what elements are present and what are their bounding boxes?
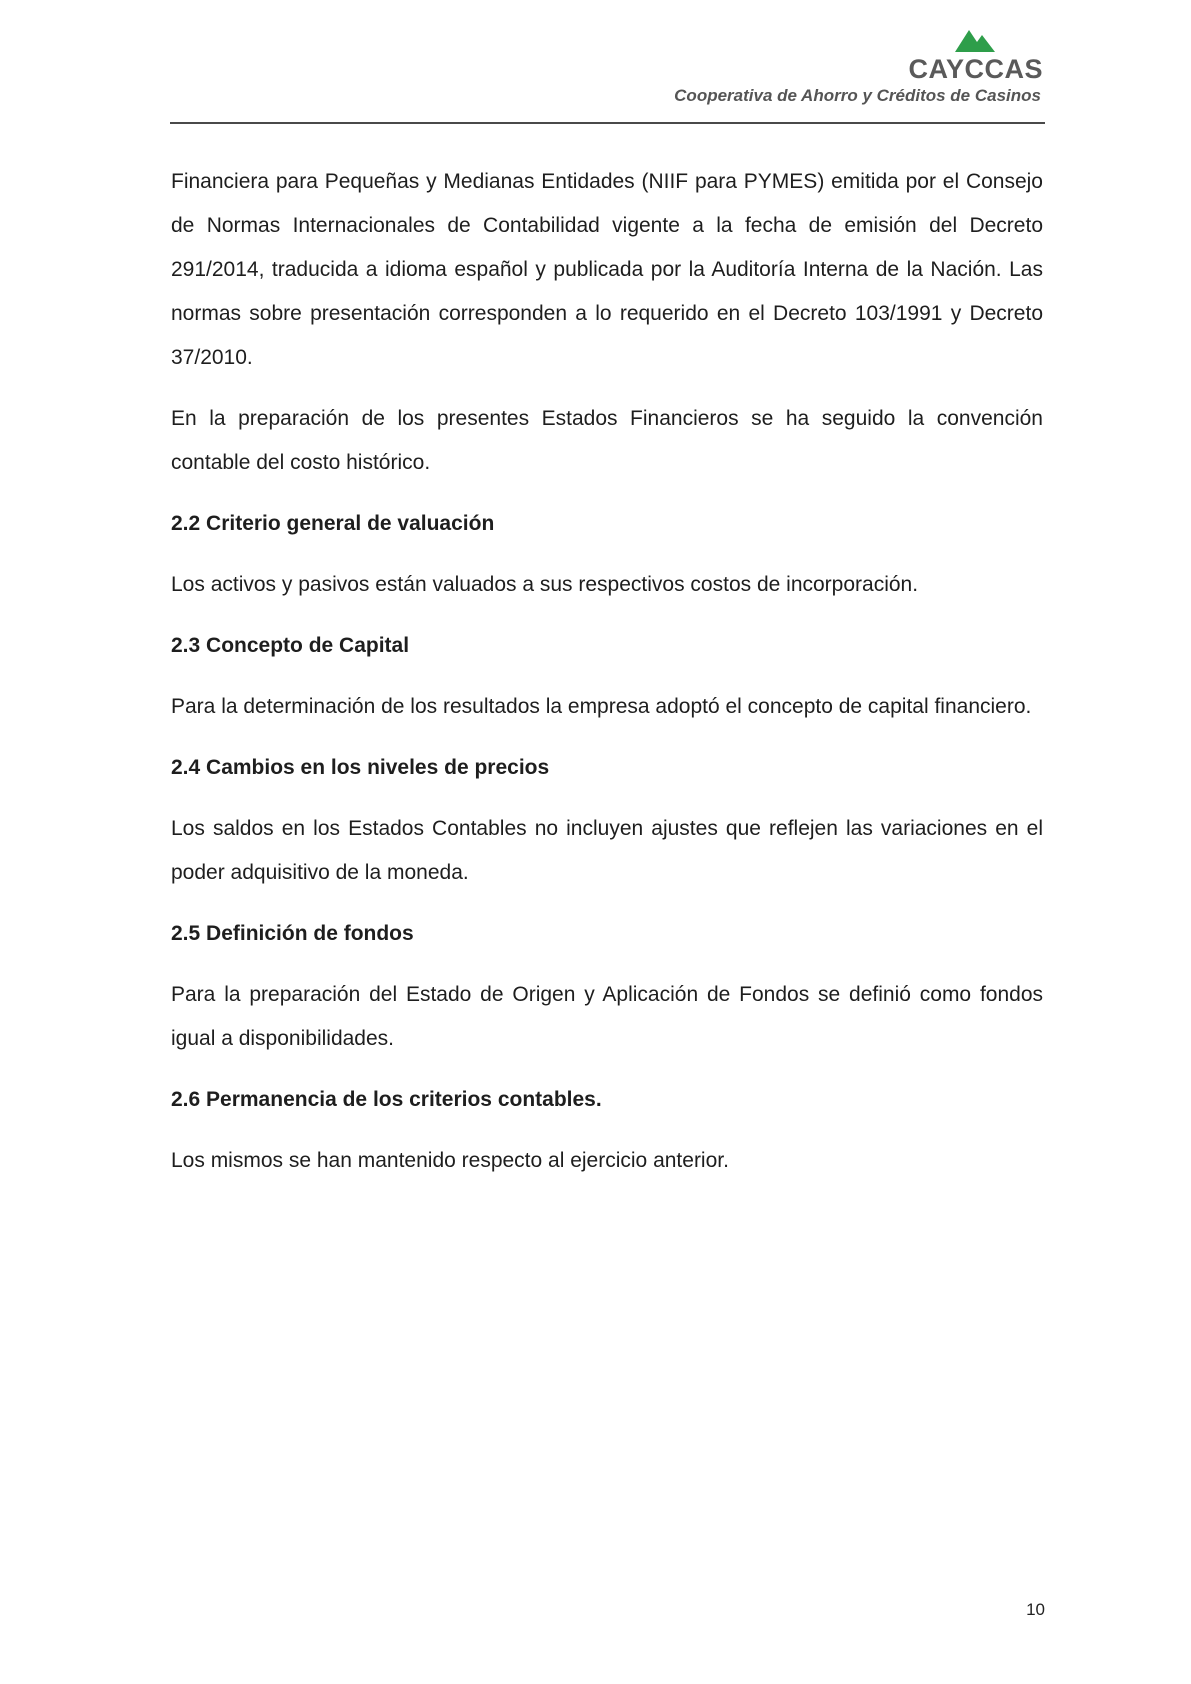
- header-tagline: Cooperativa de Ahorro y Créditos de Casinos: [674, 86, 1041, 105]
- paragraph-niif: Financiera para Pequeñas y Medianas Entidades (NIIF para PYMES) emitida por el Consejo de Normas Internacionales de Contabilidad vigente a la fecha de emisión del Decreto 291/2014, traducida a idioma español y publicada por la Auditoría Interna de la Nación. Las normas sobre presentación corresponden a lo requerido en el Decreto 103/1991 y Decreto 37/2010.: [171, 170, 1043, 369]
- section-heading-2-6: 2.6 Permanencia de los criterios contables.: [171, 1088, 602, 1111]
- section-text-2-3: Para la determinación de los resultados la empresa adoptó el concepto de capital financiero.: [171, 695, 1032, 718]
- section-text-2-4: Los saldos en los Estados Contables no incluyen ajustes que reflejen las variaciones en el poder adquisitivo de la moneda.: [171, 817, 1043, 884]
- header-divider: [170, 122, 1045, 124]
- page-header: [170, 20, 1045, 124]
- logo-wordmark: CAYCCAS: [908, 54, 1043, 84]
- section-heading-2-5: 2.5 Definición de fondos: [171, 922, 414, 945]
- section-heading-2-2: 2.2 Criterio general de valuación: [171, 512, 495, 535]
- paragraph-costo-historico: En la preparación de los presentes Estados Financieros se ha seguido la convención contable del costo histórico.: [171, 407, 1043, 474]
- section-text-2-6: Los mismos se han mantenido respecto al ejercicio anterior.: [171, 1149, 729, 1172]
- section-heading-2-4: 2.4 Cambios en los niveles de precios: [171, 756, 550, 779]
- document-body: [171, 160, 1043, 1183]
- mountain-logo-icon: [955, 26, 995, 52]
- company-logo: [905, 26, 1045, 88]
- section-text-2-2: Los activos y pasivos están valuados a sus respectivos costos de incorporación.: [171, 573, 919, 596]
- section-text-2-5: Para la preparación del Estado de Origen y Aplicación de Fondos se definió como fondos igual a disponibilidades.: [171, 983, 1043, 1050]
- page-number: 10: [1026, 1600, 1045, 1619]
- section-heading-2-3: 2.3 Concepto de Capital: [171, 634, 410, 657]
